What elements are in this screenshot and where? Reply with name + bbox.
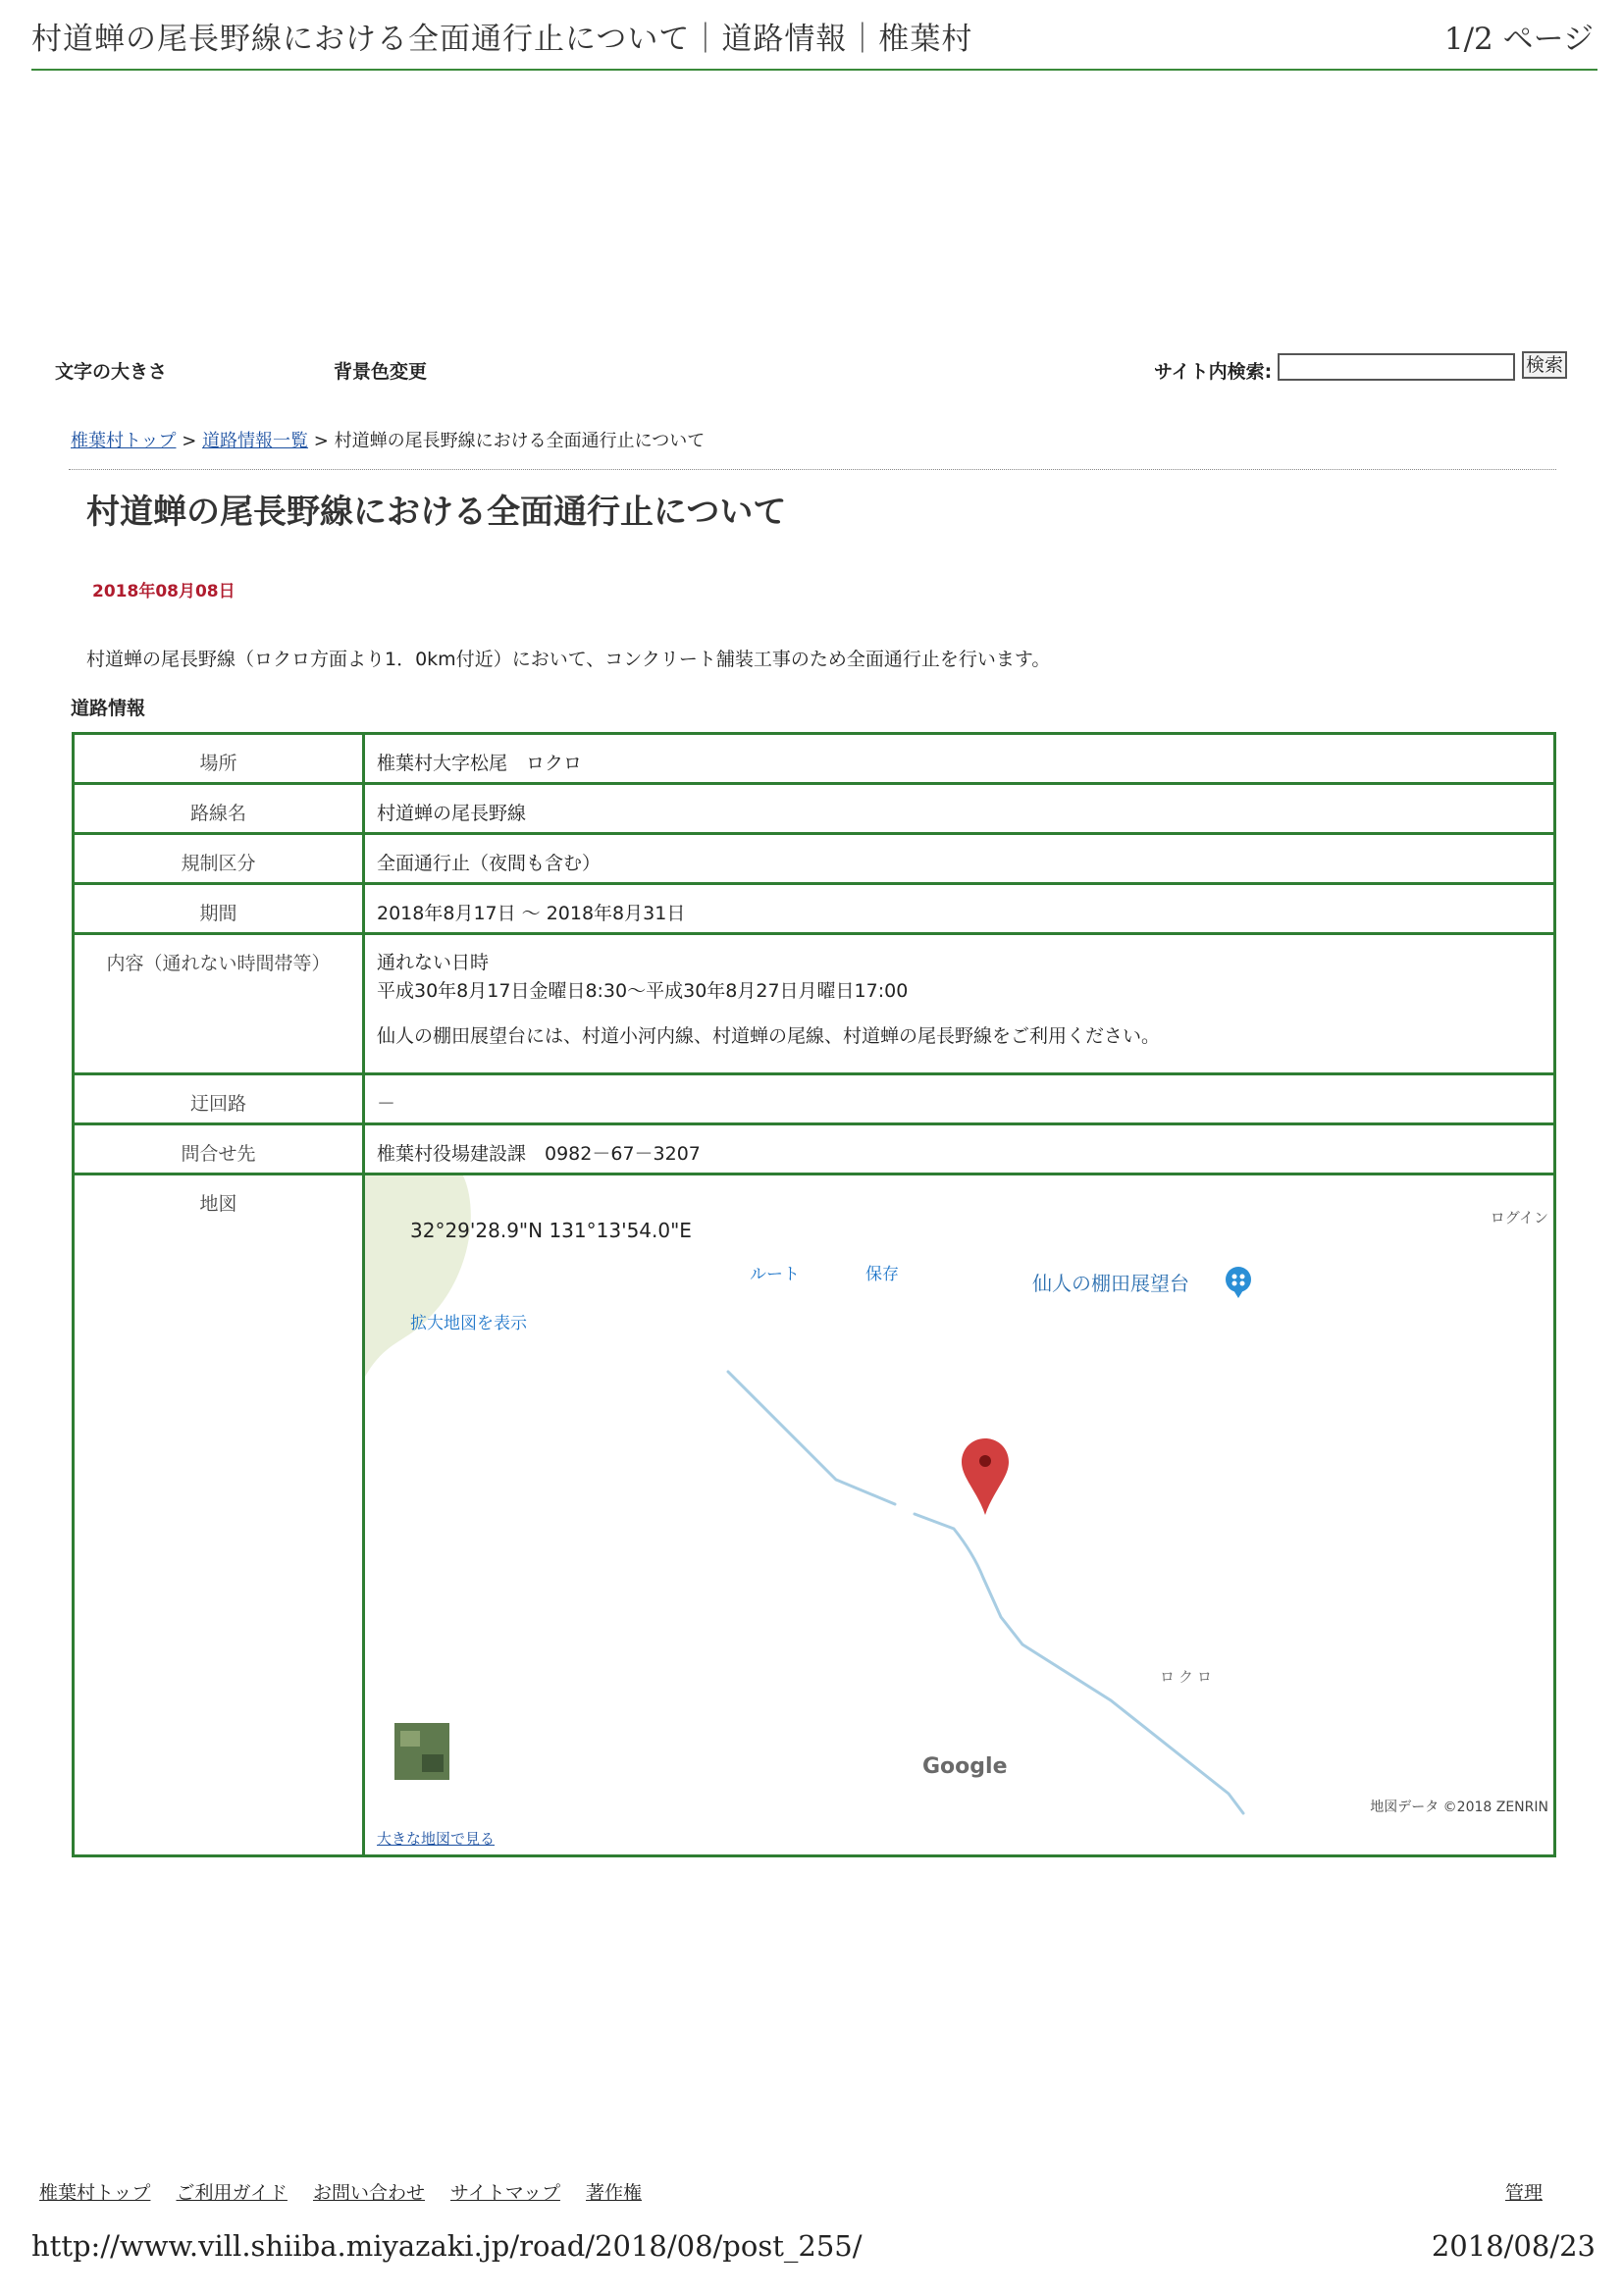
map-attribution: 地図データ ©2018 ZENRIN: [1370, 1800, 1548, 1815]
large-map-link[interactable]: 大きな地図で見る: [377, 1830, 496, 1848]
park-area: [365, 1175, 471, 1377]
map-cell: [364, 1174, 1555, 1856]
detour-label: 迂回路: [74, 1074, 364, 1124]
embedded-map[interactable]: [365, 1175, 1558, 1857]
breadcrumb-separator: >: [313, 431, 329, 451]
enlarge-map-link[interactable]: 拡大地図を表示: [410, 1314, 527, 1333]
print-url: http://www.vill.shiiba.miyazaki.jp/road/2018/08/post_255/: [31, 2229, 863, 2263]
route-label: 路線名: [74, 784, 364, 834]
poi-icon-dot: [1240, 1281, 1245, 1286]
admin-link[interactable]: 管理: [1504, 2182, 1543, 2204]
map-pin-dot: [979, 1455, 991, 1467]
table-row: [74, 1174, 1555, 1856]
content-value: [364, 934, 1555, 1074]
footer-links: [39, 2178, 661, 2205]
map-login-link[interactable]: ログイン: [1490, 1209, 1548, 1226]
section-heading: 道路情報: [71, 698, 146, 719]
road-line: [728, 1372, 1243, 1813]
footer-link-guide[interactable]: ご利用ガイド: [176, 2182, 288, 2204]
print-page-number: 1/2 ページ: [1443, 22, 1594, 57]
poi-icon-tail: [1230, 1285, 1246, 1298]
satellite-thumbnail-detail: [422, 1754, 444, 1772]
footer-link-sitemap[interactable]: サイトマップ: [450, 2182, 560, 2204]
breadcrumb-separator: >: [182, 431, 197, 451]
content-line: 通れない日時: [377, 952, 490, 973]
site-search-input[interactable]: [1278, 353, 1515, 381]
print-page-title: 村道蝉の尾長野線における全面通行止について｜道路情報｜椎葉村: [31, 22, 973, 57]
contact-value: 椎葉村役場建設課 0982－67－3207: [364, 1124, 1555, 1174]
table-row: [74, 784, 1555, 834]
detour-value: －: [364, 1074, 1555, 1124]
map-save-button[interactable]: 保存: [865, 1265, 899, 1284]
background-color-control[interactable]: 背景色変更: [334, 361, 428, 383]
print-date: 2018/08/23: [1431, 2229, 1596, 2263]
place-label: ロクロ: [1160, 1668, 1217, 1686]
poi-icon-dot: [1240, 1275, 1245, 1279]
contact-label: 問合せ先: [74, 1124, 364, 1174]
restriction-label: 規制区分: [74, 834, 364, 884]
content-line: 平成30年8月17日金曜日8:30～平成30年8月27日月曜日17:00: [377, 980, 909, 1002]
site-search-button[interactable]: 検索: [1522, 351, 1567, 379]
intro-text: 村道蝉の尾長野線（ロクロ方面より1．0km付近）において、コンクリート舗装工事のため全面通行止を行います。: [86, 649, 1051, 670]
footer-link-top[interactable]: 椎葉村トップ: [39, 2182, 151, 2204]
google-logo: Google: [922, 1754, 1008, 1779]
table-row: [74, 884, 1555, 934]
header-divider: [31, 69, 1597, 71]
footer-link-contact[interactable]: お問い合わせ: [312, 2182, 425, 2204]
publish-date: 2018年08月08日: [92, 582, 236, 601]
restriction-value: 全面通行止（夜間も含む）: [364, 834, 1555, 884]
breadcrumb: [71, 427, 705, 452]
table-row: [74, 1124, 1555, 1174]
content-label: 内容（通れない時間帯等）: [74, 934, 364, 1074]
location-value: 椎葉村大字松尾 ロクロ: [364, 734, 1555, 784]
table-row: [74, 834, 1555, 884]
map-route-button[interactable]: ルート: [750, 1265, 800, 1284]
location-label: 場所: [74, 734, 364, 784]
location-pin[interactable]: [962, 1438, 1009, 1515]
table-row: [74, 734, 1555, 784]
breadcrumb-current: 村道蝉の尾長野線における全面通行止について: [334, 431, 706, 451]
page-title: 村道蝉の尾長野線における全面通行止について: [86, 493, 787, 532]
site-search-label: サイト内検索:: [1154, 361, 1273, 383]
table-row: [74, 1074, 1555, 1124]
content-line: 仙人の棚田展望台には、村道小河内線、村道蝉の尾線、村道蝉の尾長野線をご利用ください。: [377, 1025, 1161, 1047]
poi-label[interactable]: 仙人の棚田展望台: [1032, 1272, 1189, 1295]
breadcrumb-home-link[interactable]: 椎葉村トップ: [71, 431, 177, 451]
map-label: 地図: [74, 1174, 364, 1856]
route-value: 村道蝉の尾長野線: [364, 784, 1555, 834]
map-pin-icon: [962, 1438, 1009, 1515]
breadcrumb-divider: [69, 469, 1556, 470]
footer-link-copyright[interactable]: 著作権: [586, 2182, 643, 2204]
period-value: 2018年8月17日 ～ 2018年8月31日: [364, 884, 1555, 934]
breadcrumb-road-info-link[interactable]: 道路情報一覧: [202, 431, 309, 451]
map-coordinates: 32°29'28.9"N 131°13'54.0"E: [410, 1219, 692, 1242]
satellite-thumbnail-detail: [400, 1731, 420, 1747]
poi-icon-dot: [1232, 1275, 1237, 1279]
period-label: 期間: [74, 884, 364, 934]
font-size-control[interactable]: 文字の大きさ: [55, 361, 168, 383]
table-row: [74, 934, 1555, 1074]
poi-marker[interactable]: [1226, 1267, 1251, 1298]
road-info-table: [72, 732, 1556, 1857]
poi-icon-dot: [1232, 1281, 1237, 1286]
